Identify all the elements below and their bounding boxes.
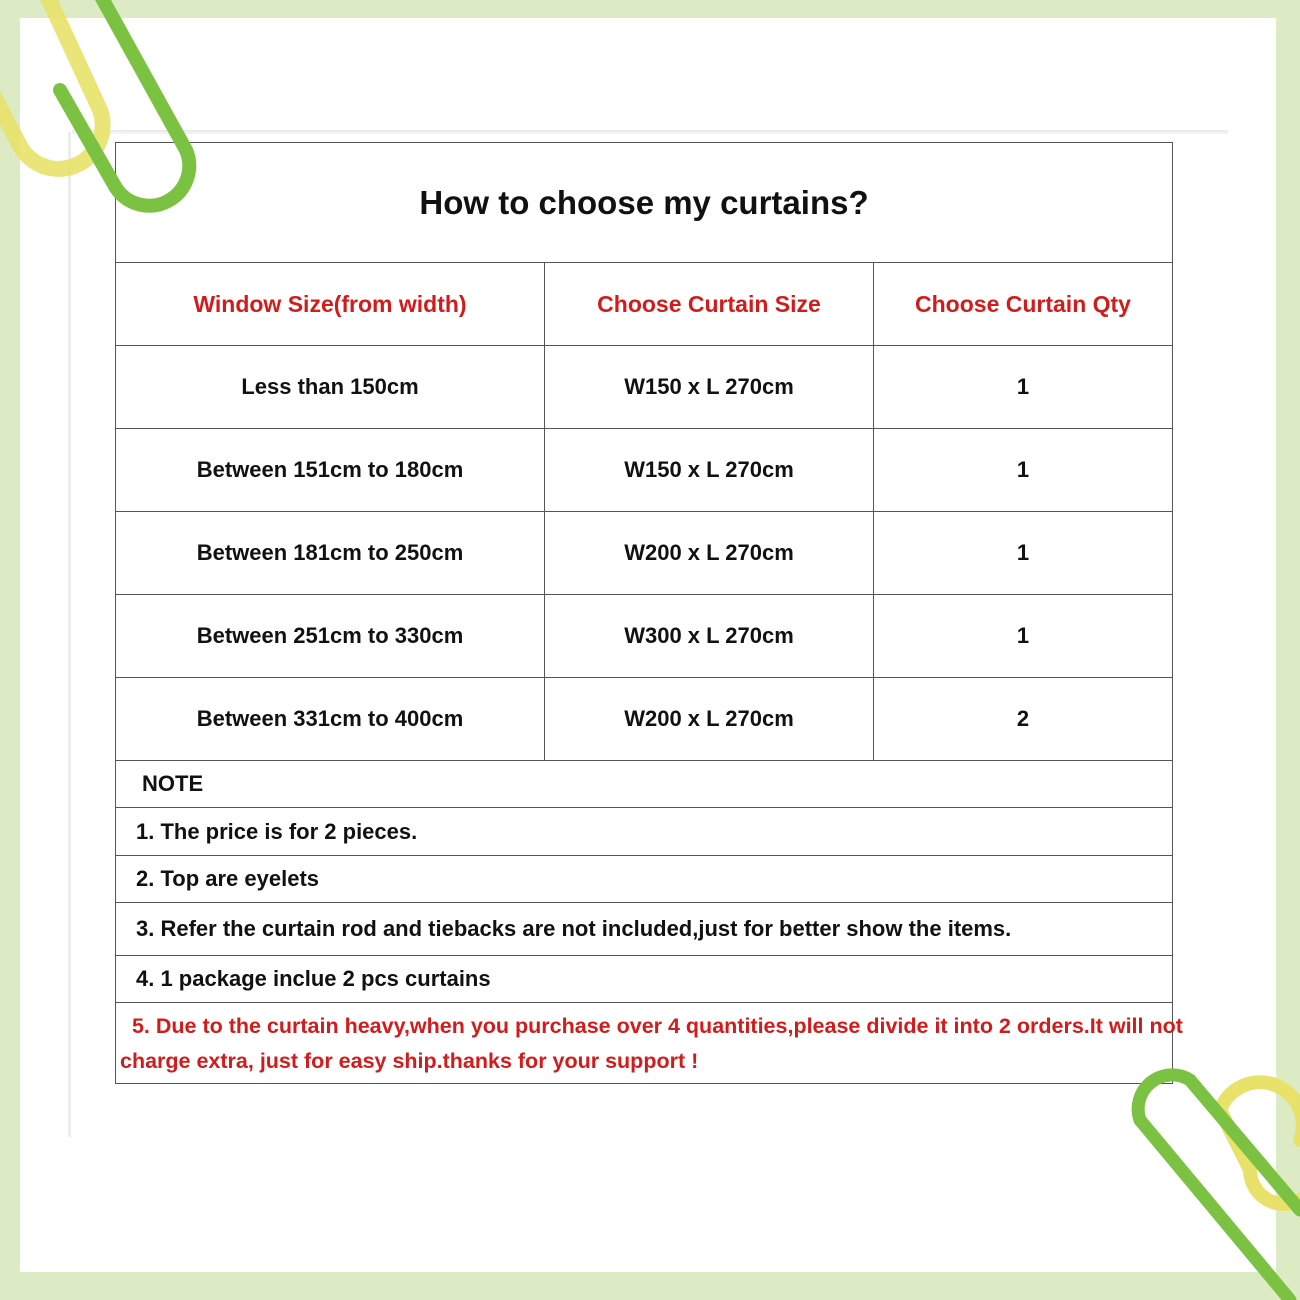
curtain-size-cell: W150 x L 270cm: [545, 346, 874, 428]
header-curtain-size: Choose Curtain Size: [545, 263, 874, 345]
note-item: 3. Refer the curtain rod and tiebacks are not included,just for better show the items.: [116, 903, 1172, 956]
window-size-cell: Between 331cm to 400cm: [116, 678, 545, 760]
curtain-qty-cell: 1: [1016, 374, 1030, 399]
size-guide-table: [115, 142, 1183, 1084]
note-highlight-line: charge extra, just for easy ship.thanks for your support !: [120, 1049, 699, 1073]
note-item: 4. 1 package inclue 2 pcs curtains: [116, 956, 1172, 1003]
note-item: 1. The price is for 2 pieces.: [116, 808, 1172, 856]
curtain-qty-cell: 1: [1016, 540, 1030, 565]
paper-edge-left: [68, 132, 71, 1137]
table-row: [116, 429, 1172, 512]
paperclip-icon: [0, 0, 230, 230]
curtain-qty-cell: 1: [1016, 623, 1030, 648]
table-row: [116, 678, 1172, 761]
curtain-qty-cell: 2: [1016, 706, 1030, 731]
note-item-highlight: [116, 1003, 1183, 1084]
table-row: [116, 346, 1172, 429]
note-item: 2. Top are eyelets: [116, 856, 1172, 903]
note-highlight-line: 5. Due to the curtain heavy,when you purchase over 4 quantities,please divide it into 2 orders.It will not: [120, 1014, 1183, 1038]
header-curtain-qty: Choose Curtain Qty: [915, 290, 1131, 317]
table-header-row: [116, 263, 1172, 346]
window-size-cell: Between 151cm to 180cm: [116, 429, 545, 511]
curtain-qty-cell: 1: [1016, 457, 1030, 482]
page-title: How to choose my curtains?: [116, 143, 1172, 263]
header-window-size: Window Size(from width): [116, 263, 545, 345]
paper-edge-top: [72, 130, 1228, 134]
curtain-size-cell: W200 x L 270cm: [545, 512, 874, 594]
paperclip-icon: [1100, 1050, 1300, 1300]
window-size-cell: Less than 150cm: [116, 346, 545, 428]
table-row: [116, 595, 1172, 678]
curtain-size-cell: W200 x L 270cm: [545, 678, 874, 760]
curtain-size-cell: W300 x L 270cm: [545, 595, 874, 677]
table-row: [116, 512, 1172, 595]
curtain-size-cell: W150 x L 270cm: [545, 429, 874, 511]
note-heading: NOTE: [116, 761, 1172, 808]
window-size-cell: Between 251cm to 330cm: [116, 595, 545, 677]
window-size-cell: Between 181cm to 250cm: [116, 512, 545, 594]
